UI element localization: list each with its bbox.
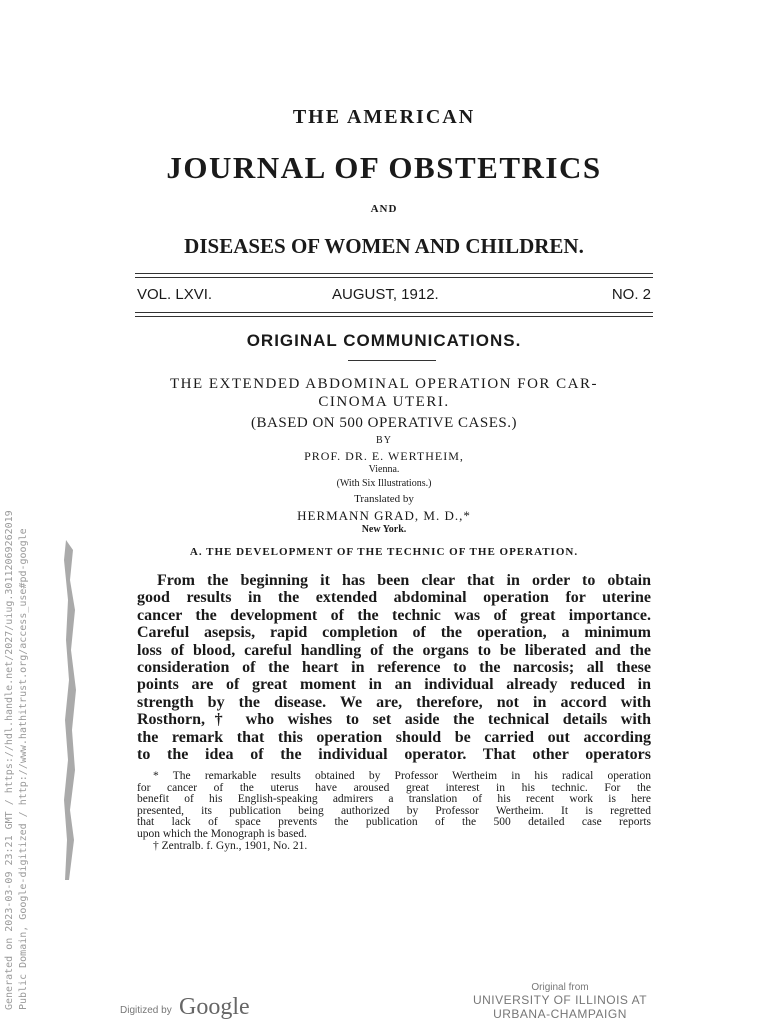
footnote-dagger: † Zentralb. f. Gyn., 1901, No. 21.	[153, 839, 308, 852]
footnote-line: for cancer of the uterus have aroused great interest in his technic. For the	[137, 781, 651, 794]
original-from	[470, 982, 650, 1021]
journal-and: AND	[370, 203, 398, 215]
body-line: consideration of the heart in reference to the narcosis; all these	[137, 659, 651, 677]
article-author: PROF. DR. E. WERTHEIM,	[304, 449, 464, 463]
body-line: points are of great moment in an individual already reduced in	[137, 676, 651, 694]
header-rule-bottom	[135, 312, 653, 313]
stamp-line1: Generated on 2023-03-09 23:21 GMT / https://hdl.handle.net/2027/uiug.30112069262019	[4, 510, 15, 1010]
header-rule-top	[135, 273, 653, 274]
article-translator: HERMANN GRAD, M. D.,*	[297, 508, 471, 523]
stamp-line2: Public Domain, Google-digitized / http://www.hathitrust.org/access_use#pd-google	[18, 528, 29, 1010]
body-line: the remark that this operation should be carried out according	[137, 728, 651, 746]
section-heading: ORIGINAL COMMUNICATIONS.	[246, 331, 522, 350]
article-title-line1: THE EXTENDED ABDOMINAL OPERATION FOR CAR-	[169, 376, 599, 392]
google-logo: Google	[179, 994, 250, 1020]
body-line: From the beginning it has been clear that in order to obtain	[157, 572, 651, 589]
article-basis: (BASED ON 500 OPERATIVE CASES.)	[251, 415, 517, 431]
article-by: BY	[376, 435, 392, 446]
journal-name-line1: THE AMERICAN	[292, 106, 476, 128]
section-divider	[348, 360, 436, 361]
body-line: loss of blood, careful handling of the organs to be liberated and the	[137, 641, 651, 659]
footnote-line: that lack of space prevents the publication of the 500 detailed case reports	[137, 816, 651, 829]
institution-line2: URBANA-CHAMPAIGN	[493, 1007, 627, 1021]
article-author-city: Vienna.	[368, 464, 400, 475]
issue-date: AUGUST, 1912.	[332, 286, 439, 303]
original-from-label: Original from	[531, 982, 589, 993]
body-line: strength by the disease. We are, therefore, not in accord with	[137, 693, 651, 711]
issue-number: NO. 2	[611, 286, 651, 303]
journal-title: JOURNAL OF OBSTETRICS	[166, 150, 602, 185]
issue-row	[137, 286, 651, 308]
header-rule-top-inner	[135, 277, 653, 278]
digitized-label: Digitized by	[120, 1005, 172, 1016]
body-line: Rosthorn,† who wishes to set aside the technical details with	[137, 711, 651, 729]
journal-subtitle: DISEASES OF WOMEN AND CHILDREN.	[184, 234, 584, 258]
body-line: cancer the development of the technic was of great importance.	[137, 606, 651, 624]
article-translated-by: Translated by	[354, 493, 414, 505]
article-title-line2: CINOMA UTERI.	[318, 394, 450, 410]
institution-line1: UNIVERSITY OF ILLINOIS AT	[472, 993, 648, 1007]
body-paragraph	[137, 572, 651, 763]
issue-volume: VOL. LXVI.	[137, 286, 213, 303]
hathitrust-stamp	[3, 510, 31, 1010]
footnote-line: upon which the Monograph is based.	[137, 827, 307, 840]
header-rule-bottom-inner	[135, 316, 653, 317]
footnote-line: benefit of his English-speaking admirers a translation of his recent work is here	[137, 793, 651, 806]
article-illustrations: (With Six Illustrations.)	[336, 478, 432, 489]
footnote-line: presented, its publication being authorized by Professor Wertheim. It is regretted	[137, 804, 651, 817]
scan-edge-shadow	[64, 540, 78, 880]
body-line: Careful asepsis, rapid completion of the operation, a minimum	[137, 624, 651, 642]
footnote-line: * The remarkable results obtained by Professor Wertheim in his radical operation	[153, 770, 651, 782]
article-translator-city: New York.	[361, 524, 407, 535]
body-line: good results in the extended abdominal operation for uterine	[137, 589, 651, 607]
subsection-heading: A. THE DEVELOPMENT OF THE TECHNIC OF THE OPERATION.	[189, 546, 579, 558]
footnotes	[137, 771, 651, 852]
body-line: to the idea of the individual operator. That other operators	[137, 746, 651, 764]
